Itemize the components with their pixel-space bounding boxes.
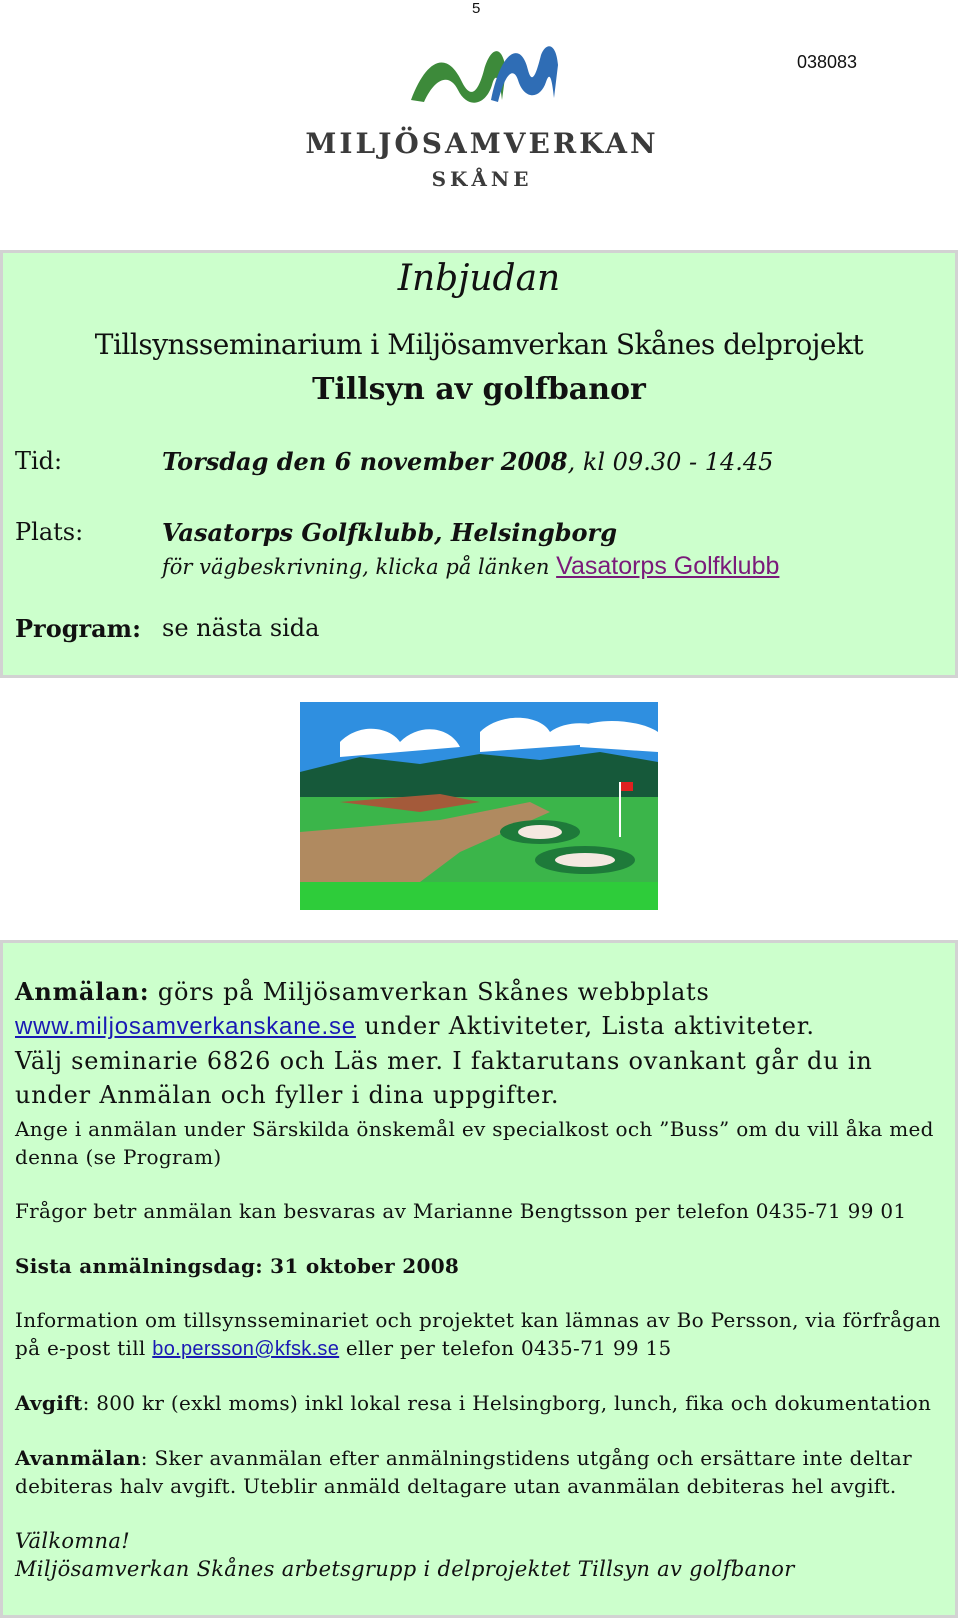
- invitation-subtitle: Tillsynsseminarium i Miljösamverkan Skånes delprojekt: [94, 328, 864, 361]
- anmalan-text1: görs på Miljösamverkan Skånes webbplats: [149, 978, 710, 1006]
- email-link[interactable]: bo.persson@kfsk.se: [152, 1338, 340, 1360]
- tid-date: Torsdag den 6 november 2008: [162, 447, 568, 476]
- program-value: se nästa sida: [162, 614, 320, 642]
- avanmalan-text: : Sker avanmälan efter anmälningstidens utgång och ersättare inte deltar debiteras halv avgift. Uteblir anmäld deltagare utan avanmälan debiteras hel avgift.: [15, 1446, 912, 1498]
- signature: Miljösamverkan Skånes arbetsgrupp i delprojektet Tillsyn av golfbanor: [15, 1557, 795, 1581]
- tid-label: Tid:: [15, 447, 63, 475]
- avgift-label: Avgift: [15, 1391, 83, 1415]
- avanmalan-paragraph: [15, 1444, 945, 1500]
- information-text2: eller per telefon 0435-71 99 15: [339, 1336, 672, 1360]
- avgift-text: : 800 kr (exkl moms) inkl lokal resa i Helsingborg, lunch, fika och dokumentation: [82, 1391, 932, 1415]
- tid-value: [162, 447, 773, 476]
- anmalan-text2: under Aktiviteter, Lista aktiviteter.: [355, 1012, 815, 1040]
- anmalan-label: Anmälan:: [15, 977, 150, 1006]
- project-title: Tillsyn av golfbanor: [312, 372, 646, 407]
- plats-label: Plats:: [15, 518, 84, 546]
- closing: [15, 1527, 945, 1583]
- sista-anmalningsdag: Sista anmälningsdag: 31 oktober 2008: [15, 1254, 460, 1278]
- vasatorps-link[interactable]: Vasatorps Golfklubb: [556, 552, 780, 580]
- greeting: Välkomna!: [15, 1529, 130, 1553]
- logo-wave-icon: [406, 40, 566, 110]
- golf-course-illustration: [300, 702, 658, 910]
- avanmalan-label: Avanmälan: [15, 1446, 141, 1470]
- anmalan-text3: Välj seminarie 6826 och Läs mer. I faktarutans ovankant går du in: [15, 1047, 873, 1075]
- invitation-title: Inbjudan: [397, 258, 561, 299]
- program-label: Program:: [15, 614, 141, 643]
- information-text1: Information om tillsynsseminariet och projektet kan lämnas av Bo Persson, via förfrågan på e-post till: [15, 1308, 941, 1360]
- plats-hint: [162, 552, 779, 581]
- page-number: 5: [472, 0, 481, 17]
- plats-value: Vasatorps Golfklubb, Helsingborg: [162, 518, 617, 547]
- fragor-text: Frågor betr anmälan kan besvaras av Marianne Bengtsson per telefon 0435-71 99 01: [15, 1199, 907, 1223]
- plats-hint-text: för vägbeskrivning, klicka på länken: [162, 555, 550, 579]
- anmalan-paragraph: [15, 975, 950, 1112]
- anmalan-text4: under Anmälan och fyller i dina uppgifter.: [15, 1081, 560, 1109]
- tid-time: , kl 09.30 - 14.45: [567, 448, 774, 476]
- anmalan-note: Ange i anmälan under Särskilda önskemål ev specialkost och ”Buss” om du vill åka med denna (se Program): [15, 1117, 934, 1169]
- avgift-paragraph: [15, 1389, 945, 1417]
- miljosamverkan-link[interactable]: www.miljosamverkanskane.se: [15, 1013, 356, 1040]
- logo-subtitle: SKÅNE: [431, 167, 533, 191]
- logo-title: MILJÖSAMVERKAN: [305, 127, 659, 160]
- logo: [296, 40, 676, 200]
- document-number: 038083: [797, 52, 858, 72]
- information-paragraph: [15, 1306, 945, 1363]
